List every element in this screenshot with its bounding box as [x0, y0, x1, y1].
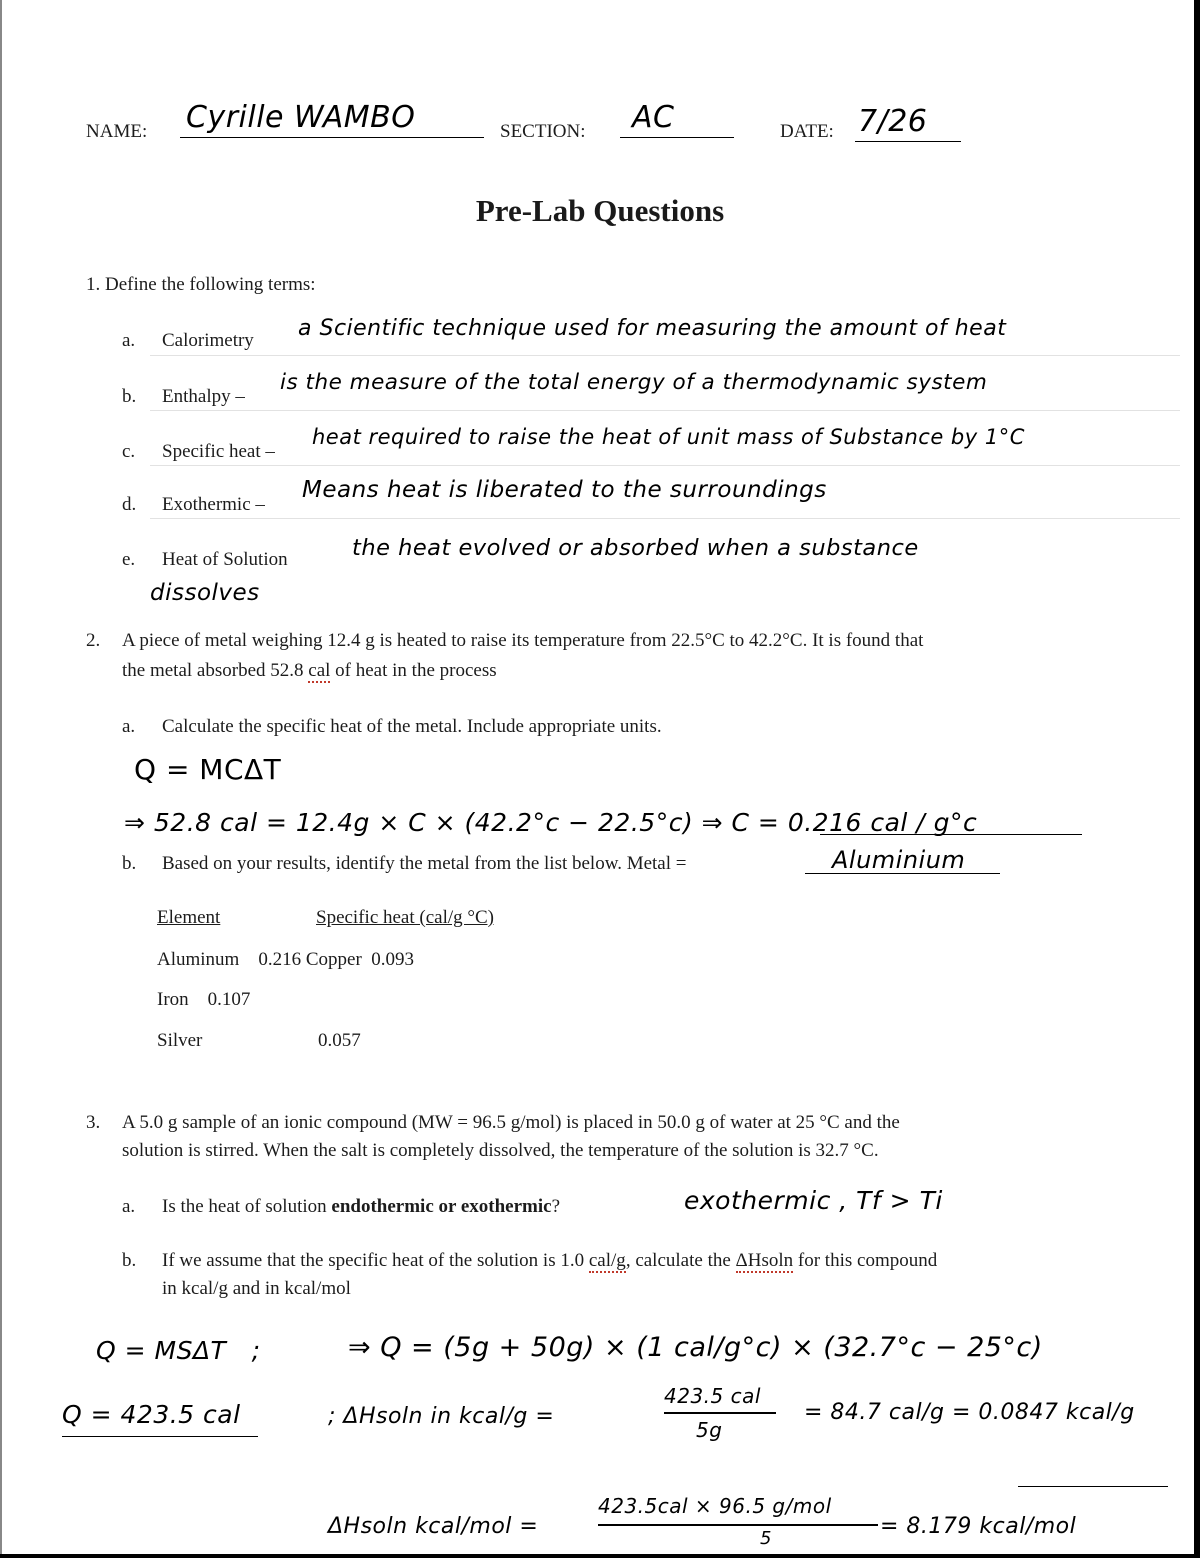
q3a-text-bold: endothermic or exothermic — [331, 1196, 552, 1217]
q3a-text-post: ? — [551, 1196, 561, 1217]
q3b-q-result: Q = 423.5 cal — [62, 1400, 241, 1429]
table-row: Iron 0.107 — [157, 989, 251, 1010]
rule-line — [150, 465, 1180, 466]
q3b-kcal-mol-numerator: 423.5cal × 96.5 g/mol — [598, 1494, 832, 1518]
q1-answer: Means heat is liberated to the surroundings — [302, 477, 827, 503]
table-row-value: 0.057 — [318, 1030, 361, 1051]
q3b-kcal-mol-label: ΔHsoln kcal/mol = — [328, 1514, 539, 1539]
date-label: DATE: — [780, 121, 834, 142]
q3-number: 3. — [86, 1112, 101, 1133]
rule-line — [150, 518, 1180, 519]
q3a-text — [162, 1196, 560, 1218]
q1-answer: is the measure of the total energy of a thermodynamic system — [280, 370, 988, 395]
q2b-text: Based on your results, identify the metal from the list below. Metal = — [162, 853, 687, 874]
q1-answer: heat required to raise the heat of unit mass of Substance by 1°C — [312, 425, 1025, 449]
name-underline — [180, 137, 484, 138]
q3-line2: solution is stirred. When the salt is completely dissolved, the temperature of the solution is 32.7 °C. — [122, 1140, 879, 1161]
q1-term: Calorimetry — [162, 330, 254, 351]
q2b-letter: b. — [122, 853, 137, 874]
table-row-element: Silver — [157, 1030, 203, 1051]
q3b-work-q: ⇒ Q = (5g + 50g) × (1 cal/g°c) × (32.7°c − 25°c) — [348, 1332, 1043, 1363]
q3b-kcal-g-underline — [1018, 1486, 1168, 1487]
q3a-letter: a. — [122, 1196, 136, 1217]
q3b-line1-cal: cal/g — [588, 1250, 626, 1271]
q3b-kcal-g-result: = 84.7 cal/g = 0.0847 kcal/g — [804, 1400, 1135, 1425]
q2a-work-formula: Q = MCΔT — [134, 753, 282, 786]
q1-letter: a. — [122, 330, 136, 351]
date-underline — [855, 141, 961, 142]
section-label: SECTION: — [500, 121, 586, 142]
q3b-line1-pre: If we assume that the specific heat of the solution is 1.0 — [162, 1250, 589, 1271]
q2-line2-a: the metal absorbed 52.8 — [122, 660, 309, 681]
q3b-kcal-mol-result: = 8.179 kcal/mol — [880, 1514, 1077, 1539]
q1-answer: a Scientific technique used for measuring the amount of heat — [298, 316, 1007, 341]
q2a-letter: a. — [122, 716, 136, 737]
q3b-kcal-g-denominator: 5g — [696, 1418, 723, 1442]
table-header-element: Element — [157, 907, 221, 928]
q1-letter: d. — [122, 494, 137, 515]
q2-line2-cal: cal — [308, 660, 331, 681]
section-value: AC — [632, 100, 675, 135]
q1-letter: e. — [122, 549, 136, 570]
fraction-bar — [664, 1412, 776, 1414]
page-left-edge — [0, 0, 2, 1558]
section-underline — [620, 137, 734, 138]
q1-letter: c. — [122, 441, 136, 462]
fraction-bar — [598, 1524, 878, 1526]
rule-line — [150, 410, 1180, 411]
q3b-line1-mid: , calculate the — [625, 1250, 736, 1271]
q2b-answer: Aluminium — [832, 846, 966, 874]
q3b-line2: in kcal/g and in kcal/mol — [162, 1278, 351, 1299]
q1-answer-continued: dissolves — [150, 580, 260, 606]
q2a-text: Calculate the specific heat of the metal. Include appropriate units. — [162, 716, 662, 737]
q1-answer: the heat evolved or absorbed when a substance — [352, 535, 919, 561]
q3b-q-result-underline — [62, 1436, 258, 1437]
q1-term: Exothermic – — [162, 494, 265, 515]
q1-prompt: 1. Define the following terms: — [86, 274, 316, 295]
q2a-work-calc: ⇒ 52.8 cal = 12.4g × C × (42.2°c − 22.5°c) ⇒ C = 0.216 cal / g°c — [124, 808, 978, 837]
q1-letter: b. — [122, 386, 137, 407]
q2-line2-b: of heat in the process — [330, 660, 497, 681]
q3b-line1 — [162, 1250, 937, 1272]
q2-line2 — [122, 660, 497, 682]
q2-number: 2. — [86, 630, 101, 651]
q3b-line1-post: for this compound — [793, 1250, 938, 1271]
table-row: Aluminum 0.216 Copper 0.093 — [157, 949, 415, 970]
q3a-text-pre: Is the heat of solution — [162, 1196, 332, 1217]
q3b-letter: b. — [122, 1250, 137, 1271]
name-value: Cyrille WAMBO — [186, 100, 416, 135]
q3b-kcal-mol-denominator: 5 — [760, 1528, 772, 1549]
q3b-work-formula: Q = MSΔT ; — [96, 1336, 261, 1365]
q1-term: Heat of Solution — [162, 549, 288, 570]
table-header-specific-heat: Specific heat (cal/g °C) — [316, 907, 494, 928]
q2a-answer-underline — [820, 834, 1082, 835]
q3b-kcal-g-numerator: 423.5 cal — [664, 1384, 761, 1408]
q2-line1: A piece of metal weighing 12.4 g is heated to raise its temperature from 22.5°C to 42.2°C. It is found that — [122, 630, 924, 651]
page-right-border — [1194, 0, 1200, 1558]
q3b-line1-dh: ΔHsoln — [735, 1250, 794, 1271]
q2b-answer-underline — [805, 873, 1000, 874]
q1-term: Enthalpy – — [162, 386, 245, 407]
q3a-answer: exothermic , Tf > Ti — [684, 1186, 943, 1215]
page-title: Pre-Lab Questions — [475, 193, 725, 228]
date-value: 7/26 — [858, 104, 928, 139]
name-label: NAME: — [86, 121, 148, 142]
q3b-kcal-g-label: ; ΔHsoln in kcal/g = — [328, 1404, 555, 1429]
q1-term: Specific heat – — [162, 441, 275, 462]
q3-line1: A 5.0 g sample of an ionic compound (MW = 96.5 g/mol) is placed in 50.0 g of water at 25 °C and the — [122, 1112, 900, 1133]
rule-line — [150, 355, 1180, 356]
page-bottom-border — [0, 1554, 1200, 1558]
